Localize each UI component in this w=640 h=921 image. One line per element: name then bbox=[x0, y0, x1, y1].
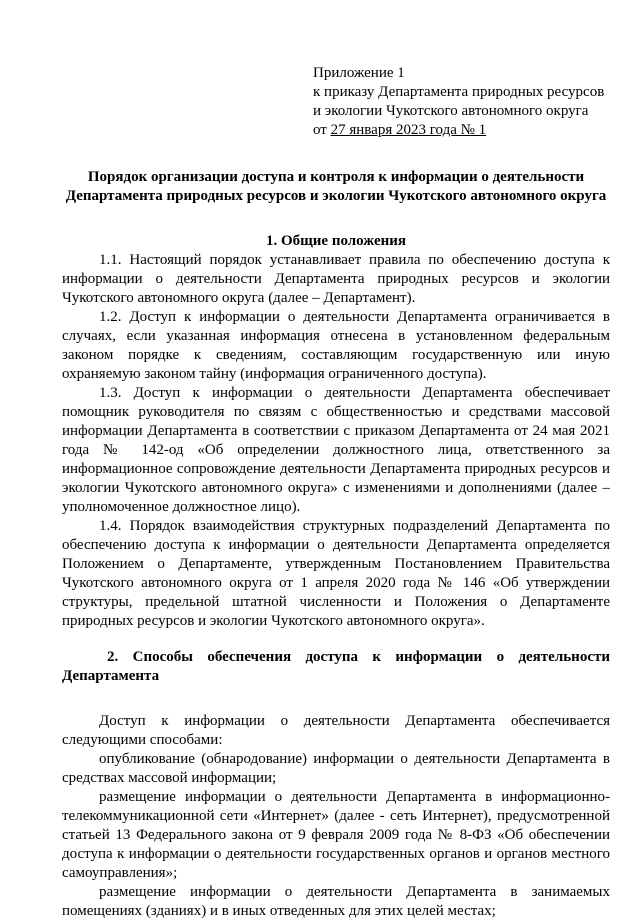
paragraph: 1.4. Порядок взаимодействия структурных подразделений Департамента по обеспечению доступа к информации о деятельности Департамента определяется Положением о Департаменте, утвержденным Постановлением Правительства Чукотского автономного округа от 1 апреля 2020 года № 146 «Об утверждении структуры, предельной штатной численности и Положения о Департаменте природных ресурсов и экологии Чукотского автономного округа». bbox=[62, 518, 610, 629]
paragraph: 1.1. Настоящий порядок устанавливает правила по обеспечению доступа к информации о деятельности Департамента природных ресурсов и экологии Чукотского автономного округа (далее – Департамент). bbox=[62, 252, 610, 306]
paragraph: 1.2. Доступ к информации о деятельности Департамента ограничивается в случаях, если указанная информация отнесена в установленном федеральным законом порядке к сведениям, составляющим государственную или иную охраняемую законом тайну (информация ограниченного доступа). bbox=[62, 309, 610, 382]
document-title-line: Департамента природных ресурсов и экологии Чукотского автономного округа bbox=[65, 188, 607, 204]
section-2-heading: 2. Способы обеспечения доступа к информации о деятельности Департамента bbox=[62, 649, 610, 684]
appendix-line: Приложение 1 bbox=[313, 65, 405, 81]
appendix-date: 27 января 2023 года № 1 bbox=[330, 122, 487, 138]
appendix-date-line bbox=[313, 121, 633, 140]
list-item: опубликование (обнародование) информации о деятельности Департамента в средствах массовой информации; bbox=[62, 751, 610, 786]
appendix-date-prefix: от bbox=[313, 122, 331, 138]
appendix-line: к приказу Департамента природных ресурсов bbox=[313, 84, 605, 100]
document-title bbox=[62, 168, 610, 206]
paragraph: 1.3. Доступ к информации о деятельности Департамента обеспечивает помощник руководителя по связям с общественностью и средствами массовой информации Департамента в соответствии с приказом Департамента от 24 мая 2021 года № 142-од «Об определении должностного лица, ответственного за информационное сопровождение деятельности Департамента природных ресурсов и экологии Чукотского автономного округа» с изменениями и дополнениями (далее – уполномоченное должностное лицо). bbox=[62, 385, 610, 515]
list-item: размещение информации о деятельности Департамента в занимаемых помещениях (зданиях) и в иных отведенных для этих целей местах; bbox=[62, 884, 610, 919]
appendix-header bbox=[313, 64, 633, 140]
appendix-line: и экологии Чукотского автономного округа bbox=[313, 103, 589, 119]
paragraph: Доступ к информации о деятельности Департамента обеспечивается следующими способами: bbox=[62, 713, 610, 748]
document-body bbox=[62, 168, 610, 921]
document-title-line: Порядок организации доступа и контроля к информации о деятельности bbox=[87, 169, 585, 185]
list-item: размещение информации о деятельности Департамента в информационно-телекоммуникационной сети «Интернет» (далее - сеть Интернет), предусмотренной статьей 13 Федерального закона от 9 февраля 2009 года № 8-ФЗ «Об обеспечении доступа к информации о деятельности государственных органов и органов местного самоуправления»; bbox=[62, 789, 610, 881]
section-1-heading: 1. Общие положения bbox=[265, 233, 407, 249]
